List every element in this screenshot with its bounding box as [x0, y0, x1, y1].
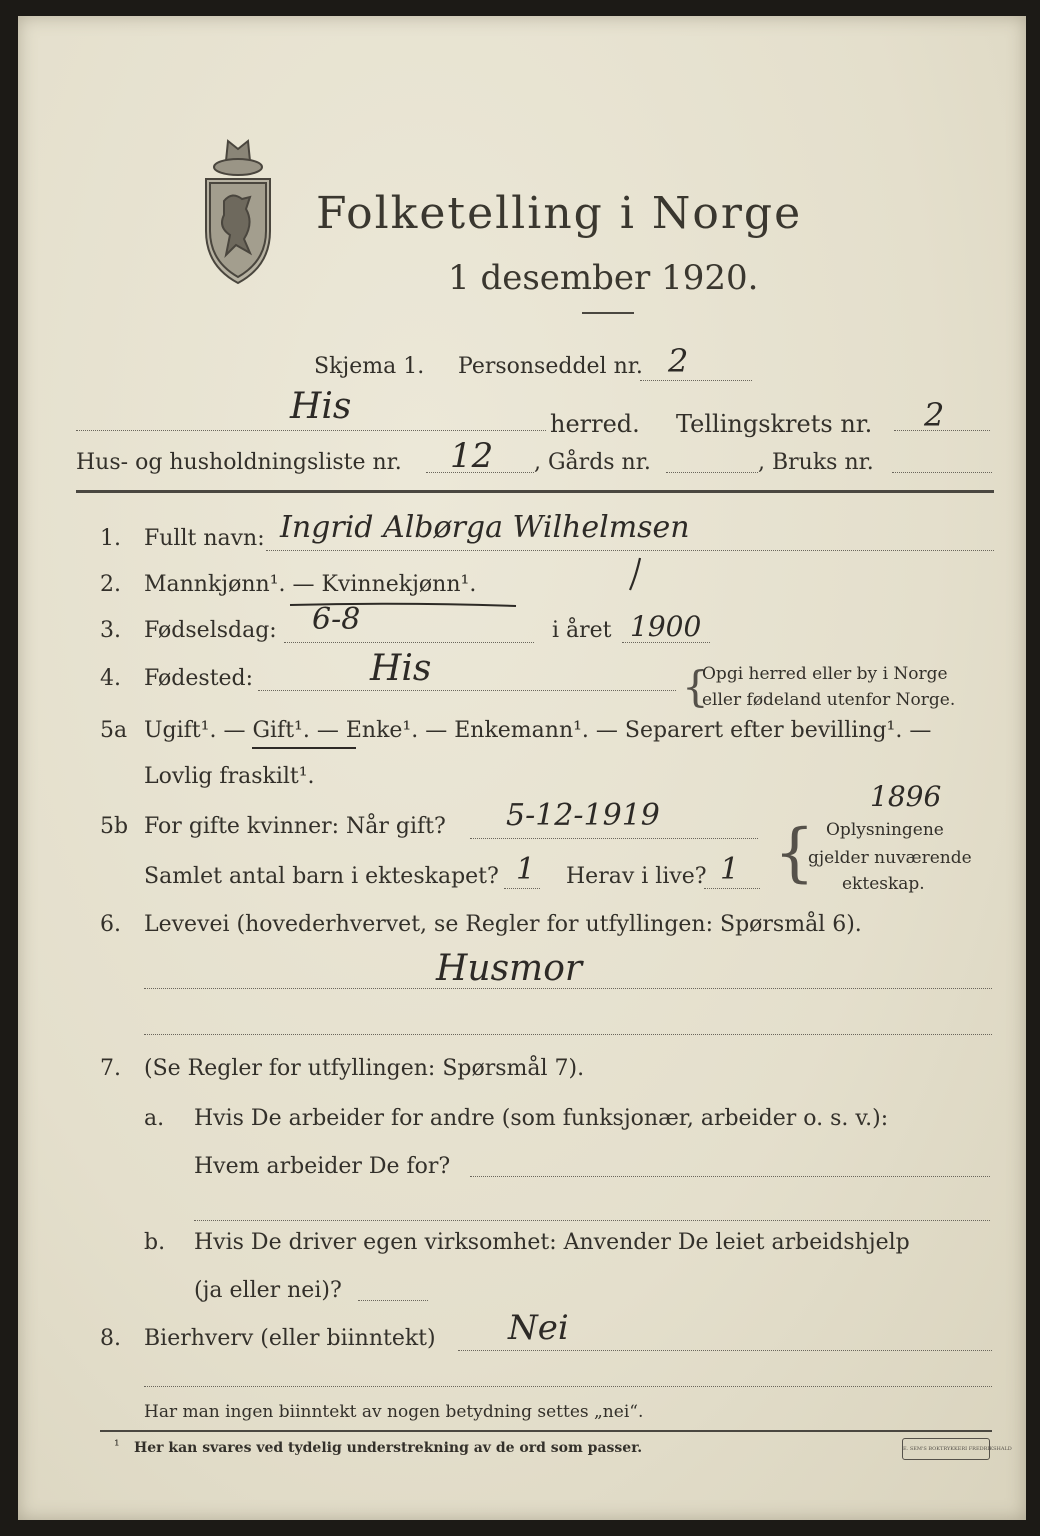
q8-line-2 — [144, 1386, 992, 1387]
skjema-label: Skjema 1. — [314, 354, 425, 379]
personseddel-line — [640, 380, 752, 381]
footnote-mark: ¹ — [114, 1438, 120, 1454]
q7-number: 7. — [100, 1056, 121, 1081]
herred-value[interactable]: His — [290, 386, 352, 427]
q4-label: Fødested: — [144, 666, 254, 691]
q5a-line-2: Lovlig fraskilt¹. — [144, 764, 315, 789]
q5b-number: 5b — [100, 814, 129, 839]
q4-brace: { — [682, 662, 709, 711]
q3-number: 3. — [100, 618, 121, 643]
q7a-line-2: Hvem arbeider De for? — [194, 1154, 451, 1179]
q2-handwritten-tick — [626, 556, 646, 592]
q5b-label: For gifte kvinner: Når gift? — [144, 814, 446, 839]
q3-value[interactable]: 6-8 — [312, 602, 361, 637]
header-rule — [76, 490, 994, 493]
q4-note-1: Opgi herred eller by i Norge — [702, 664, 948, 684]
q6-label: Levevei (hovederhvervet, se Regler for utfyllingen: Spørsmål 6). — [144, 912, 862, 937]
q6-value[interactable]: Husmor — [436, 948, 583, 989]
q4-note-2: eller fødeland utenfor Norge. — [702, 690, 956, 710]
tellingskrets-label: Tellingskrets nr. — [676, 410, 873, 438]
bruks-label: , Bruks nr. — [758, 450, 874, 475]
q5a-number: 5a — [100, 718, 128, 743]
footer-note: Har man ingen biinntekt av nogen betydning settes „nei“. — [144, 1402, 644, 1422]
q1-value[interactable]: Ingrid Albørga Wilhelmsen — [280, 510, 690, 545]
husliste-value[interactable]: 12 — [450, 436, 494, 476]
q5b-alive-label: Herav i live? — [566, 864, 707, 889]
printer-mark: E. SEM'S BOKTRYKKERI FREDRIKSHALD — [902, 1438, 990, 1460]
personseddel-value[interactable]: 2 — [668, 342, 689, 380]
herred-line — [76, 430, 546, 431]
q8-value[interactable]: Nei — [508, 1308, 569, 1348]
footer-rule — [100, 1430, 992, 1432]
herred-label: herred. — [550, 410, 640, 438]
q3-year-label: i året — [552, 618, 612, 643]
q7a-line-1: Hvis De arbeider for andre (som funksjonær, arbeider o. s. v.): — [194, 1106, 889, 1131]
q5b-alive-line — [704, 888, 760, 889]
q8-label: Bierhverv (eller biinntekt) — [144, 1326, 436, 1351]
q5b-children-line — [504, 888, 540, 889]
form-title: Folketelling i Norge — [316, 188, 803, 239]
q8-number: 8. — [100, 1326, 121, 1351]
q4-line — [258, 690, 676, 691]
bruks-line — [892, 472, 992, 473]
q5b-note-1: Oplysningene — [826, 820, 944, 840]
tellingskrets-value[interactable]: 2 — [924, 396, 945, 434]
q4-number: 4. — [100, 666, 121, 691]
q7b-line — [358, 1300, 428, 1301]
q5a-line-1: Ugift¹. — Gift¹. — Enke¹. — Enkemann¹. — Separert efter bevilling¹. — — [144, 718, 932, 743]
q5a-underline-mark — [250, 744, 360, 752]
q5a-margin-note: 1896 — [870, 780, 942, 813]
footnote-text: Her kan svares ved tydelig understrekning av de ord som passer. — [134, 1440, 643, 1456]
q7a-line — [470, 1176, 990, 1177]
q3-line — [284, 642, 534, 643]
gards-line — [666, 472, 758, 473]
husliste-label: Hus- og husholdningsliste nr. — [76, 450, 402, 475]
q1-line — [266, 550, 994, 551]
q5b-children-value[interactable]: 1 — [516, 852, 536, 887]
q3-label: Fødselsdag: — [144, 618, 277, 643]
q5b-note-2: gjelder nuværende — [808, 848, 972, 868]
q6-number: 6. — [100, 912, 121, 937]
q5b-note-3: ekteskap. — [842, 874, 925, 894]
q5b-alive-value[interactable]: 1 — [720, 852, 740, 887]
q6-line-2 — [144, 1034, 992, 1035]
coat-of-arms-icon — [196, 131, 280, 291]
form-date: 1 desember 1920. — [448, 258, 759, 298]
q5b-brace: { — [774, 816, 815, 890]
q3-year-value[interactable]: 1900 — [630, 610, 702, 643]
q2-label: Mannkjønn¹. — Kvinnekjønn¹. — [144, 572, 477, 597]
q1-label: Fullt navn: — [144, 526, 265, 551]
q8-line — [458, 1350, 992, 1351]
personseddel-label: Personseddel nr. — [458, 354, 643, 379]
q7b-number: b. — [144, 1230, 166, 1255]
q5b-line — [470, 838, 758, 839]
census-form — [18, 16, 1026, 1520]
title-divider — [582, 312, 634, 314]
q7b-line-1: Hvis De driver egen virksomhet: Anvender De leiet arbeidshjelp — [194, 1230, 910, 1255]
q1-number: 1. — [100, 526, 121, 551]
q7b-line-2: (ja eller nei)? — [194, 1278, 342, 1303]
q2-number: 2. — [100, 572, 121, 597]
gards-label: , Gårds nr. — [534, 450, 651, 475]
q4-value[interactable]: His — [370, 648, 432, 689]
q5b-children-label: Samlet antal barn i ekteskapet? — [144, 864, 499, 889]
q7a-line-extra — [194, 1220, 990, 1221]
q7-label: (Se Regler for utfyllingen: Spørsmål 7). — [144, 1056, 585, 1081]
q5b-value[interactable]: 5-12-1919 — [506, 798, 660, 833]
q7a-number: a. — [144, 1106, 165, 1131]
